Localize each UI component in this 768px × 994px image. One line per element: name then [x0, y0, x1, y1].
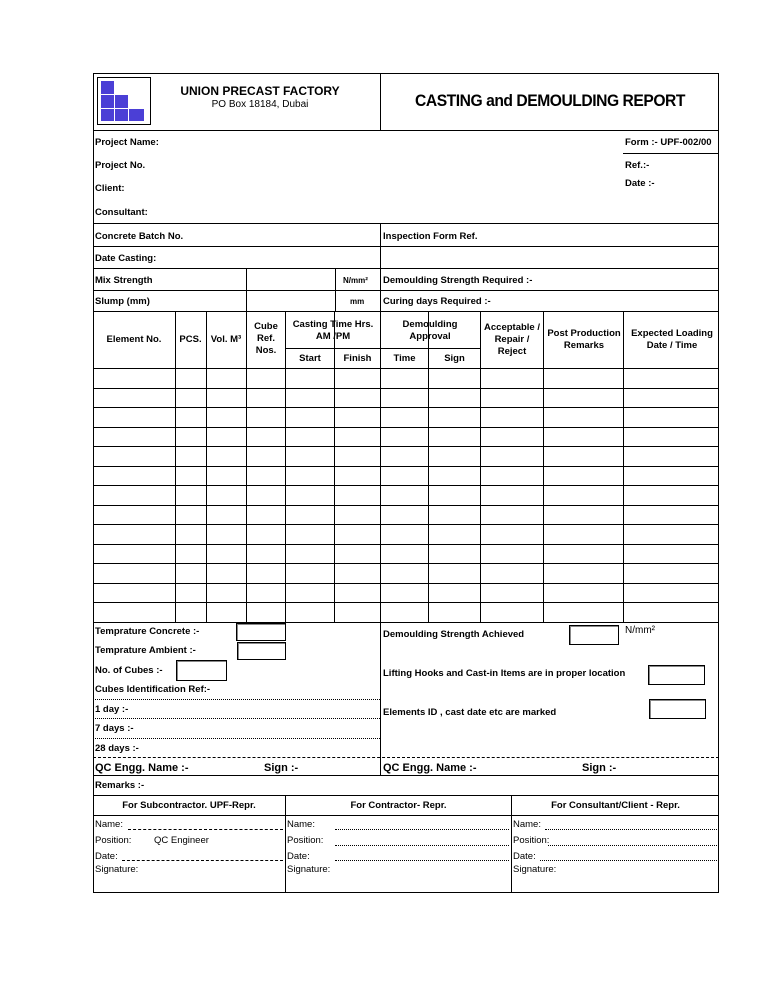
con-date-label: Date: — [287, 851, 310, 862]
demoulding-required-label: Demoulding Strength Required :- — [383, 275, 533, 286]
form-number: Form :- UPF-002/00 — [625, 137, 712, 148]
day28-label: 28 days :- — [95, 743, 139, 754]
col-post-production: Post Production Remarks — [547, 328, 621, 351]
date-casting-label: Date Casting: — [95, 253, 157, 264]
col-finish: Finish — [343, 353, 372, 364]
temp-concrete-label: Temprature Concrete :- — [95, 626, 200, 637]
qc-sign-left: Sign :- — [264, 762, 299, 774]
lifting-hooks-label: Lifting Hooks and Cast-in Items are in proper location — [383, 668, 626, 679]
cubes-id-label: Cubes Identification Ref:- — [95, 684, 211, 695]
col-time: Time — [393, 353, 416, 364]
contractor-title: For Contractor- Repr. — [350, 800, 447, 811]
day7-label: 7 days :- — [95, 723, 134, 734]
day1-label: 1 day :- — [95, 704, 129, 715]
table-row-line — [93, 485, 719, 486]
client-label: Client: — [95, 183, 125, 194]
table-row-line — [93, 407, 719, 408]
temp-ambient-label: Temprature Ambient :- — [95, 645, 196, 656]
qc-name-right: QC Engg. Name :- — [383, 762, 477, 774]
con-position-label: Position: — [287, 835, 324, 846]
client-title: For Consultant/Client - Repr. — [551, 800, 680, 811]
ref-label: Ref.:- — [625, 160, 650, 171]
col-pcs: PCS. — [179, 334, 202, 345]
cli-signature-label: Signature: — [513, 864, 557, 875]
col-vol: Vol. M³ — [210, 334, 242, 345]
col-acceptable: Acceptable / Repair / Reject — [484, 322, 540, 357]
table-row-line — [93, 563, 719, 564]
cli-name-label: Name: — [513, 819, 541, 830]
table-row-line — [93, 544, 719, 545]
no-cubes-box[interactable] — [176, 660, 227, 681]
sub-signature-label: Signature: — [95, 864, 139, 875]
elements-id-label: Elements ID , cast date etc are marked — [383, 707, 557, 718]
sub-name-label: Name: — [95, 819, 123, 830]
slump-unit: mm — [350, 297, 365, 306]
sub-position-label: Position: — [95, 835, 132, 846]
col-expected-loading: Expected Loading Date / Time — [631, 328, 713, 351]
company-name: UNION PRECAST FACTORY — [180, 84, 340, 98]
col-cube-ref: Cube Ref. Nos. — [254, 321, 278, 356]
table-row-line — [93, 524, 719, 525]
concrete-batch-label: Concrete Batch No. — [95, 231, 184, 242]
col-start: Start — [299, 353, 321, 364]
temp-ambient-box[interactable] — [237, 642, 286, 660]
con-name-label: Name: — [287, 819, 315, 830]
table-row-line — [93, 446, 719, 447]
slump-label: Slump (mm) — [95, 296, 150, 307]
sub-position-value: QC Engineer — [154, 835, 209, 846]
qc-name-left: QC Engg. Name :- — [95, 762, 189, 774]
remarks-label: Remarks :- — [95, 780, 145, 791]
curing-days-label: Curing days Required :- — [383, 296, 491, 307]
project-no-label: Project No. — [95, 160, 146, 171]
con-signature-label: Signature: — [287, 864, 331, 875]
qc-sign-right: Sign :- — [582, 762, 617, 774]
table-row-line — [93, 505, 719, 506]
inspection-ref-label: Inspection Form Ref. — [383, 231, 478, 242]
table-row-line — [93, 388, 719, 389]
elements-id-box[interactable] — [649, 699, 706, 719]
col-demoulding-approval: Demoulding Approval — [402, 319, 458, 342]
table-row-line — [93, 583, 719, 584]
table-row-line — [93, 602, 719, 603]
mix-strength-label: Mix Strength — [95, 275, 153, 286]
demoulding-achieved-box[interactable] — [569, 625, 619, 645]
company-address: PO Box 18184, Dubai — [211, 99, 309, 110]
project-name-label: Project Name: — [95, 137, 159, 148]
col-casting-time: Casting Time Hrs. AM /PM — [292, 319, 374, 342]
col-element-no: Element No. — [106, 334, 162, 345]
col-sign: Sign — [444, 353, 465, 364]
consultant-label: Consultant: — [95, 207, 148, 218]
company-logo — [97, 77, 151, 125]
table-row-line — [93, 466, 719, 467]
demoulding-achieved-label: Demoulding Strength Achieved — [383, 629, 525, 640]
sub-date-label: Date: — [95, 851, 118, 862]
table-row-line — [93, 427, 719, 428]
temp-concrete-box[interactable] — [236, 623, 286, 641]
no-cubes-label: No. of Cubes :- — [95, 665, 163, 676]
cli-position-label: Position: — [513, 835, 550, 846]
mix-strength-unit: N/mm² — [343, 276, 368, 285]
cli-date-label: Date: — [513, 851, 536, 862]
report-title: CASTING and DEMOULDING REPORT — [415, 91, 685, 110]
achieved-unit: N/mm² — [625, 625, 655, 636]
lifting-hooks-box[interactable] — [648, 665, 705, 685]
subcontractor-title: For Subcontractor. UPF-Repr. — [122, 800, 256, 811]
date-label: Date :- — [625, 178, 655, 189]
